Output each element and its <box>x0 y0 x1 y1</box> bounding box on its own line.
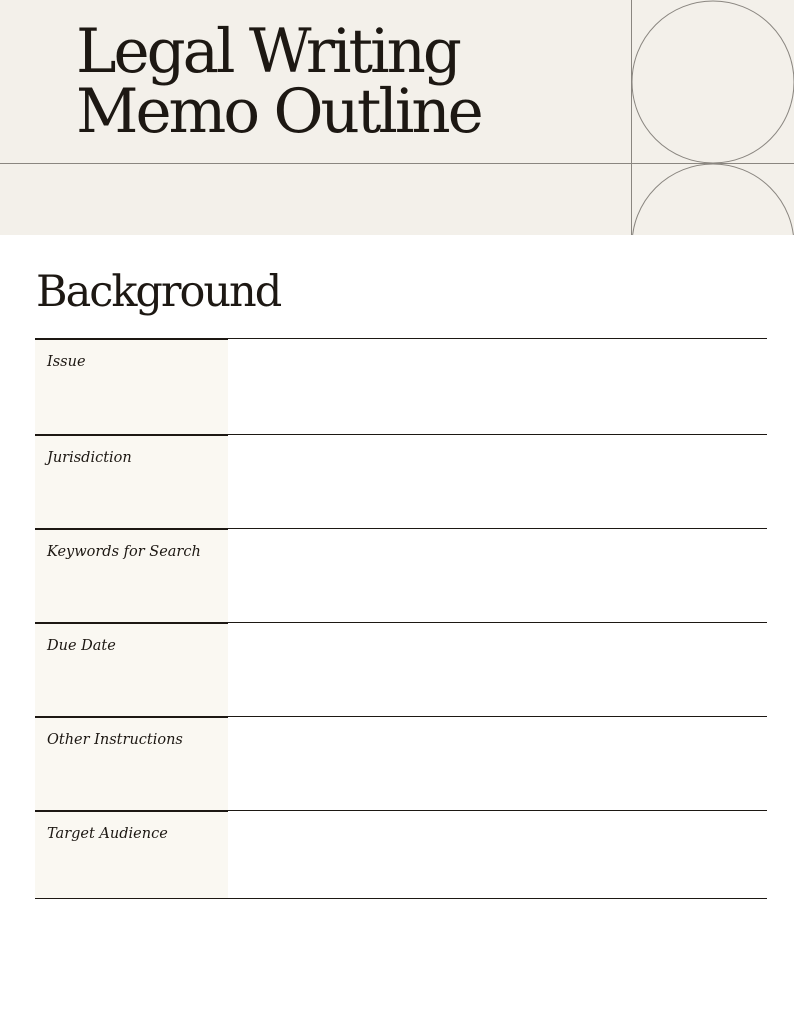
row-value-jurisdiction[interactable] <box>228 435 767 528</box>
deco-circle-top <box>632 1 794 163</box>
row-label-other-instructions: Other Instructions <box>35 716 228 810</box>
row-label-target-audience: Target Audience <box>35 810 228 898</box>
row-value-due-date[interactable] <box>228 623 767 716</box>
table-row <box>35 434 767 528</box>
table-row <box>35 622 767 716</box>
table-row <box>35 810 767 898</box>
row-label-jurisdiction: Jurisdiction <box>35 434 228 528</box>
row-label-due-date: Due Date <box>35 622 228 716</box>
title-line-1: Legal Writing <box>76 16 459 87</box>
table-row <box>35 338 767 434</box>
page-title <box>76 16 481 147</box>
deco-circle-bottom <box>632 164 794 235</box>
row-value-target-audience[interactable] <box>228 811 767 898</box>
row-value-issue[interactable] <box>228 339 767 434</box>
table-row <box>35 528 767 622</box>
title-line-2: Memo Outline <box>76 76 481 147</box>
row-value-keywords[interactable] <box>228 529 767 622</box>
row-label-keywords: Keywords for Search <box>35 528 228 622</box>
header-banner <box>0 0 794 235</box>
background-table <box>35 338 767 899</box>
section-title-background: Background <box>36 267 281 317</box>
table-row <box>35 716 767 810</box>
row-label-issue: Issue <box>35 338 228 434</box>
row-value-other-instructions[interactable] <box>228 717 767 810</box>
